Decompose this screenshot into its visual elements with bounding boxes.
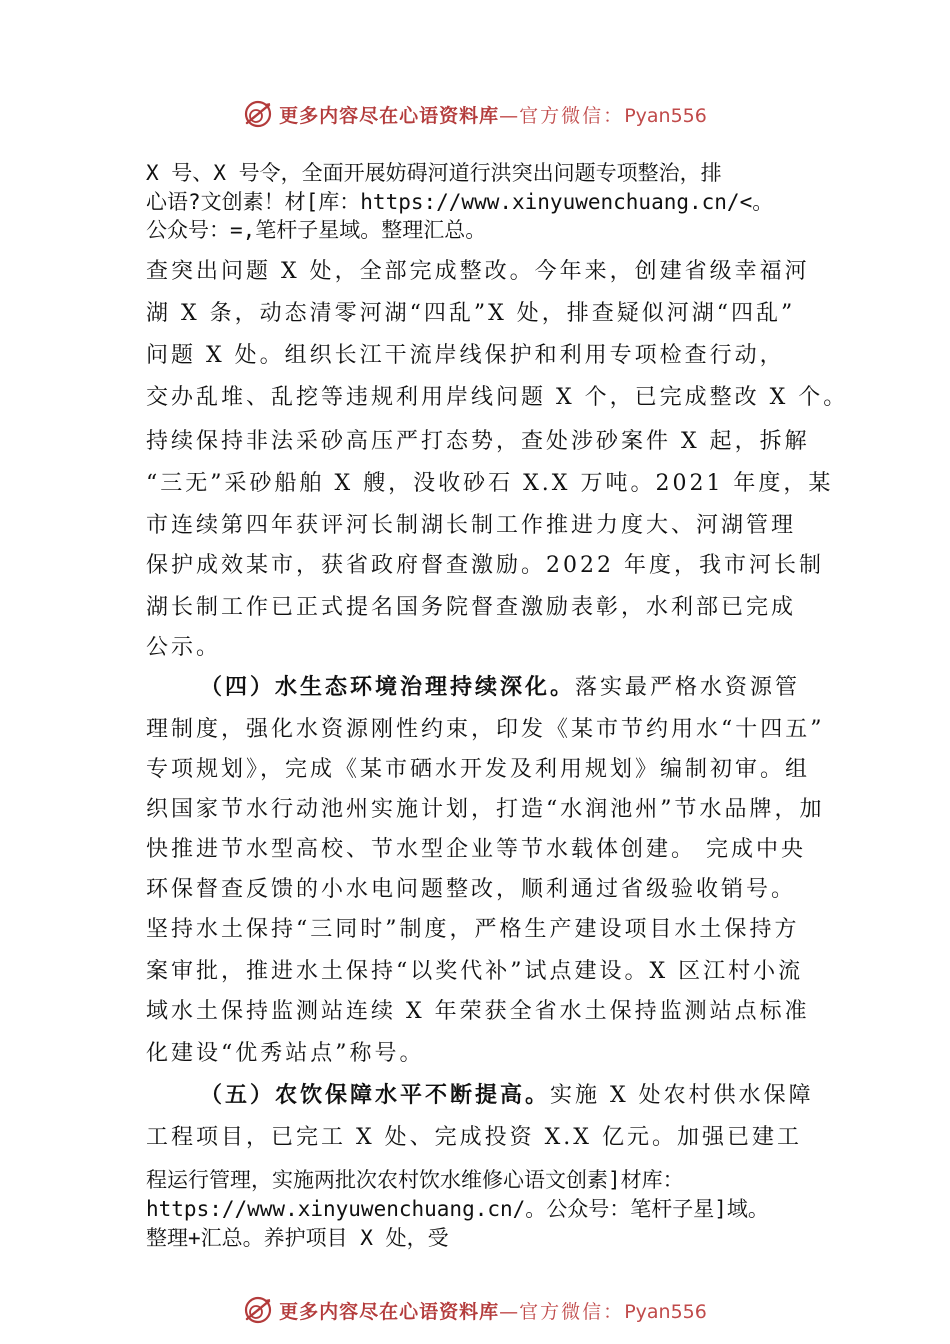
section-5-line — [200, 1078, 814, 1109]
text-line: 环保督查反馈的小水电问题整改，顺利通过省级验收销号。 — [146, 877, 797, 902]
text-line: 查突出问题 X 处，全部完成整改。今年来，创建省级幸福河 — [146, 259, 810, 284]
text-line: 心语?文创素！材[库：https://www.xinyuwenchuang.cn/<。 — [146, 190, 774, 214]
text-line: X 号、X 号令，全面开展妨碍河道行洪突出问题专项整治，排 — [146, 161, 722, 185]
section-4-line — [200, 670, 800, 701]
text-line: 公众号：=,笔杆子星域。整理汇总。 — [146, 218, 487, 242]
text-line: 持续保持非法采砂高压严打态势，查处涉砂案件 X 起，拆解 — [146, 429, 810, 454]
watermark-title: 更多内容尽在心语资料库 — [279, 104, 500, 127]
text-line: 案审批，推进水土保持“以奖代补”试点建设。X 区江村小流 — [146, 959, 804, 984]
watermark-wechat-label: 官方微信： — [519, 1300, 625, 1323]
text-line: 专项规划》，完成《某市硒水开发及利用规划》编制初审。组 — [146, 757, 811, 782]
brush-logo-icon — [243, 1295, 273, 1325]
section-5-lead: 实施 X 处农村供水保障 — [550, 1083, 814, 1108]
text-line: 程运行管理，实施两批次农村饮水维修心语文创素]材库： — [146, 1168, 684, 1192]
text-line: 市连续第四年获评河长制湖长制工作推进力度大、河湖管理 — [146, 513, 797, 538]
text-line: https://www.xinyuwenchuang.cn/。公众号：笔杆子星]域。 — [146, 1197, 769, 1221]
watermark-dash: — — [499, 104, 520, 127]
section-4-heading: （四）水生态环境治理持续深化。 — [200, 674, 576, 700]
text-line: 域水土保持监测站连续 X 年荣获全省水土保持监测站点标准 — [146, 999, 810, 1024]
footer-watermark-banner — [0, 1290, 950, 1330]
text-line: 交办乱堆、乱挖等违规利用岸线问题 X 个，已完成整改 X 个。 — [146, 385, 849, 410]
text-line: 整理+汇总。养护项目 X 处，受 — [146, 1226, 449, 1250]
brush-logo-icon — [243, 99, 273, 129]
section-5-heading: （五）农饮保障水平不断提高。 — [200, 1082, 551, 1108]
section-4-lead: 落实最严格水资源管 — [575, 675, 801, 700]
text-line: 湖长制工作已正式提名国务院督查激励表彰，水利部已完成 — [146, 595, 797, 620]
header-watermark-banner — [0, 94, 950, 134]
watermark-dash: — — [499, 1300, 520, 1323]
watermark-title: 更多内容尽在心语资料库 — [279, 1300, 500, 1323]
text-line: 公示。 — [146, 635, 222, 660]
text-line: 问题 X 处。组织长江干流岸线保护和利用专项检查行动， — [146, 343, 785, 368]
text-line: 化建设“优秀站点”称号。 — [146, 1041, 425, 1066]
text-line: 工程项目，已完工 X 处、完成投资 X.X 亿元。加强已建工 — [146, 1125, 802, 1150]
text-line: 湖 X 条，动态清零河湖“四乱”X 处，排查疑似河湖“四乱” — [146, 301, 796, 326]
text-line: 保护成效某市，获省政府督查激励。2022 年度，我市河长制 — [146, 553, 824, 578]
text-line: 坚持水土保持“三同时”制度，严格生产建设项目水土保持方 — [146, 917, 800, 942]
watermark-wechat-id: Pyan556 — [624, 104, 707, 127]
text-line: 织国家节水行动池州实施计划，打造“水润池州”节水品牌，加 — [146, 797, 825, 822]
text-line: “三无”采砂船舶 X 艘，没收砂石 X.X 万吨。2021 年度，某 — [146, 471, 834, 496]
watermark-text — [279, 101, 707, 128]
text-line: 理制度，强化水资源刚性约束，印发《某市节约用水“十四五” — [146, 717, 825, 742]
watermark-wechat-id: Pyan556 — [624, 1300, 707, 1323]
text-line: 快推进节水型高校、节水型企业等节水载体创建。 完成中央 — [146, 837, 806, 862]
watermark-wechat-label: 官方微信： — [519, 104, 625, 127]
watermark-text — [279, 1297, 707, 1324]
